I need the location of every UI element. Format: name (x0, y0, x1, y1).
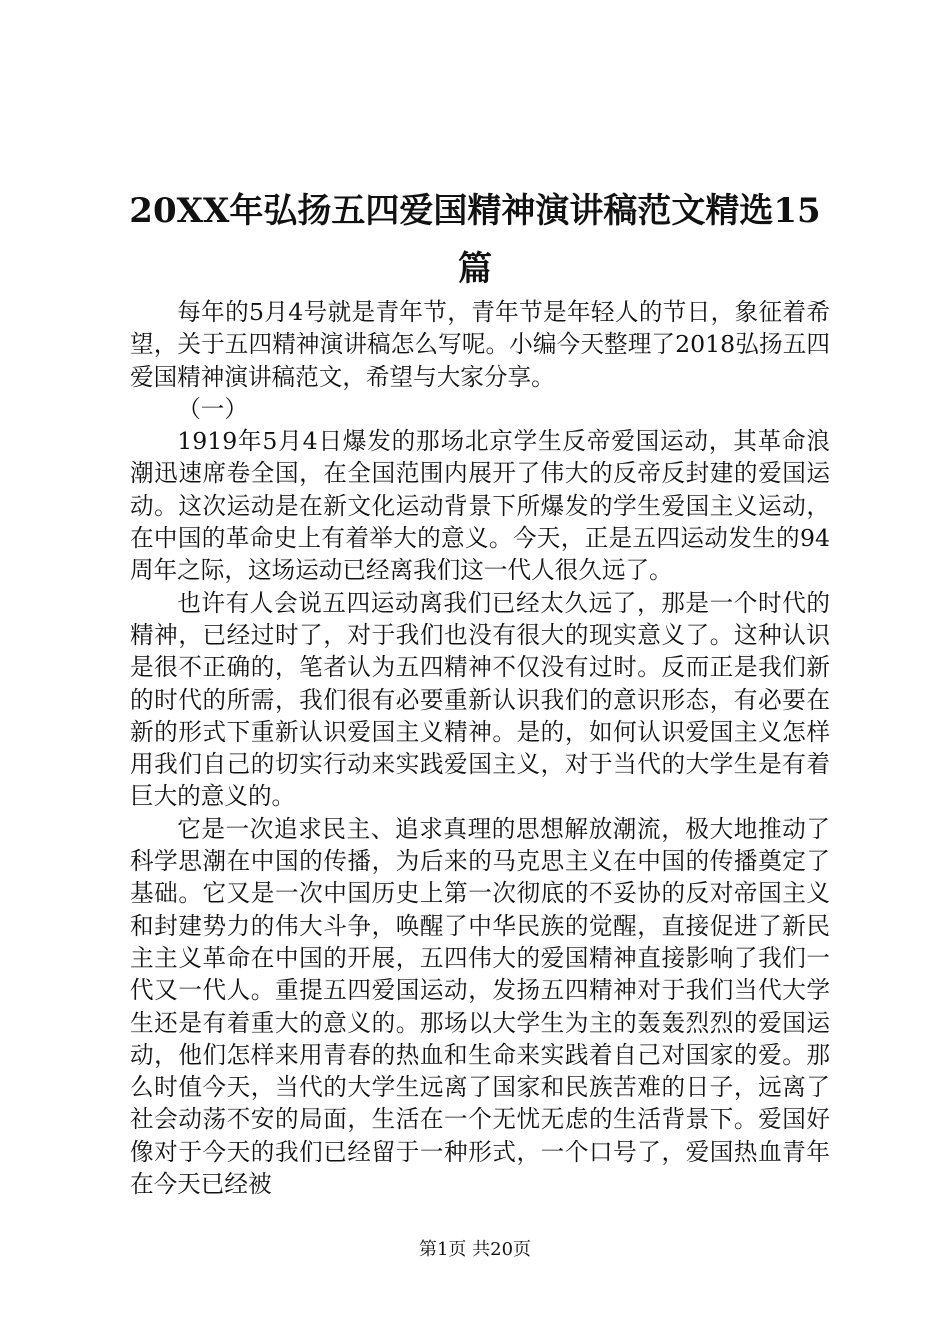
body-paragraph: 它是一次追求民主、追求真理的思想解放潮流，极大地推动了科学思潮在中国的传播，为后来的马克思主义在中国的传播奠定了基础。它又是一次中国历史上第一次彻底的不妥协的反对帝国主义和封建势力的伟大斗争，唤醒了中华民族的觉醒，直接促进了新民主主义革命在中国的开展，五四伟大的爱国精神直接影响了我们一代又一代人。重提五四爱国运动，发扬五四精神对于我们当代大学生还是有着重大的意义的。那场以大学生为主的轰轰烈烈的爱国运动，他们怎样来用青春的热血和生命来实践着自己对国家的爱。那么时值今天，当代的大学生远离了国家和民族苦难的日子，远离了社会动荡不安的局面，生活在一个无忧无虑的生活背景下。爱国好像对于今天的我们已经留于一种形式，一个口号了，爱国热血青年在今天已经被 (130, 814, 830, 1199)
document-body (130, 296, 830, 1200)
document-title: 20XX年弘扬五四爱国精神演讲稿范文精选15篇 (129, 191, 821, 289)
body-paragraph: 1919年5月4日爆发的那场北京学生反帝爱国运动，其革命浪潮迅速席卷全国，在全国范围内展开了伟大的反帝反封建的爱国运动。这次运动是在新文化运动背景下所爆发的学生爱国主义运动，在中国的革命史上有着举大的意义。今天，正是五四运动发生的94周年之际，这场运动已经离我们这一代人很久远了。 (130, 427, 830, 585)
intro-paragraph: 每年的5月4号就是青年节，青年节是年轻人的节日，象征着希望，关于五四精神演讲稿怎么写呢。小编今天整理了2018弘扬五四爱国精神演讲稿范文，希望与大家分享。 (130, 298, 830, 391)
body-paragraph: 也许有人会说五四运动离我们已经太久远了，那是一个时代的精神，已经过时了，对于我们也没有很大的现实意义了。这种认识是很不正确的，笔者认为五四精神不仅没有过时。反而正是我们新的时代的所需，我们很有必要重新认识我们的意识形态，有必要在新的形式下重新认识爱国主义精神。是的，如何认识爱国主义怎样用我们自己的切实行动来实践爱国主义，对于当代的大学生是有着巨大的意义的。 (130, 588, 830, 811)
section-heading-1: （一） (177, 394, 248, 423)
page-number-footer: 第1页 共20页 (418, 1239, 532, 1260)
